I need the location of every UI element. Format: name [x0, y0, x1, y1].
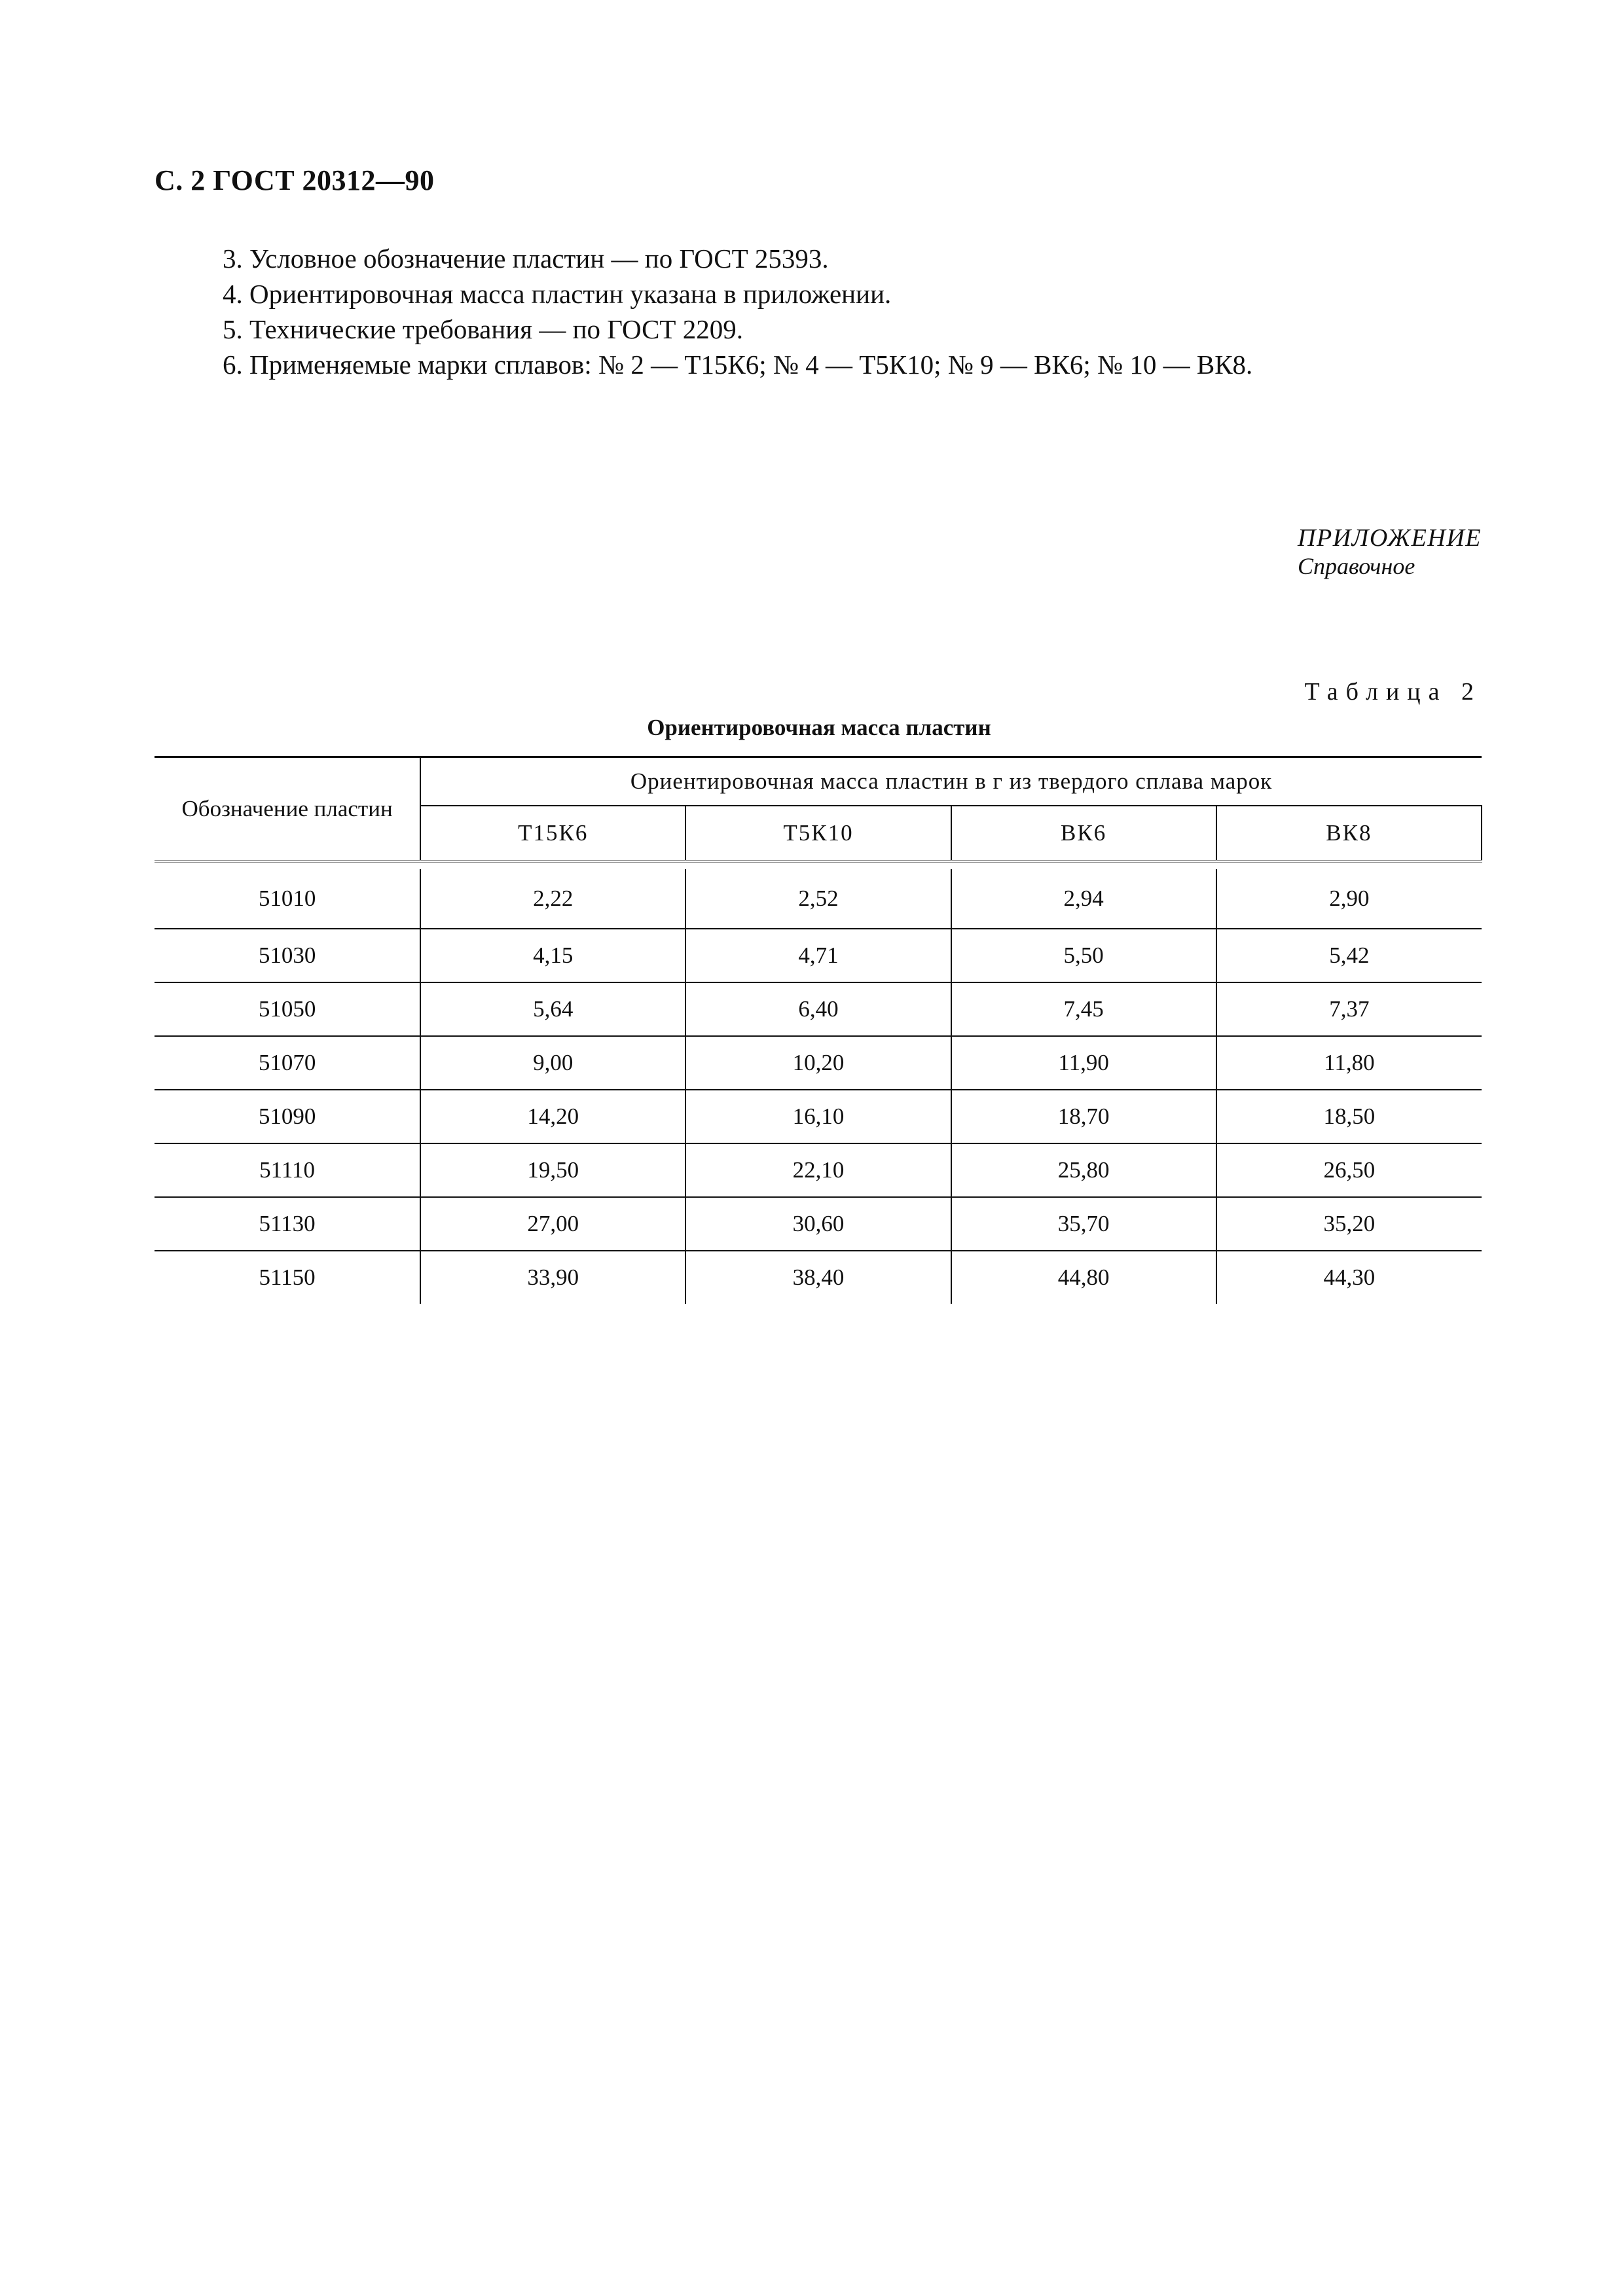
mass-table	[155, 756, 1482, 1304]
mass-value-cell: 22,10	[685, 1143, 951, 1197]
column-header-grade: Т15К6	[420, 806, 685, 861]
list-item: 3. Условное обозначение пластин — по ГОСТ 25393.	[223, 243, 829, 274]
mass-value-cell: 2,94	[951, 869, 1216, 929]
mass-value-cell: 44,30	[1216, 1251, 1482, 1304]
mass-value-cell: 18,70	[951, 1090, 1216, 1143]
designation-cell: 51010	[155, 869, 420, 929]
table-title: Ориентировочная масса пластин	[647, 715, 991, 740]
mass-value-cell: 14,20	[420, 1090, 685, 1143]
mass-value-cell: 26,50	[1216, 1143, 1482, 1197]
table-body	[155, 869, 1482, 1304]
mass-value-cell: 7,45	[951, 982, 1216, 1036]
mass-value-cell: 11,90	[951, 1036, 1216, 1090]
mass-value-cell: 18,50	[1216, 1090, 1482, 1143]
column-header-grade: Т5К10	[685, 806, 951, 861]
table-row	[155, 1197, 1482, 1251]
table-row	[155, 1143, 1482, 1197]
mass-value-cell: 2,52	[685, 869, 951, 929]
mass-value-cell: 25,80	[951, 1143, 1216, 1197]
mass-value-cell: 7,37	[1216, 982, 1482, 1036]
mass-value-cell: 5,64	[420, 982, 685, 1036]
mass-value-cell: 5,50	[951, 929, 1216, 982]
table-row	[155, 929, 1482, 982]
table-label: Таблица 2	[1304, 678, 1482, 706]
column-header-grade: ВК6	[951, 806, 1216, 861]
appendix-title: ПРИЛОЖЕНИЕ	[1298, 524, 1482, 552]
table-row	[155, 982, 1482, 1036]
list-item: 4. Ориентировочная масса пластин указана в приложении.	[223, 279, 892, 309]
mass-value-cell: 30,60	[685, 1197, 951, 1251]
mass-value-cell: 9,00	[420, 1036, 685, 1090]
mass-value-cell: 33,90	[420, 1251, 685, 1304]
column-header-grade: ВК8	[1216, 806, 1482, 861]
mass-value-cell: 2,90	[1329, 886, 1370, 911]
mass-value-cell: 44,80	[951, 1251, 1216, 1304]
designation-cell: 51090	[155, 1090, 420, 1143]
list-item: 5. Технические требования — по ГОСТ 2209.	[223, 314, 743, 344]
table-row	[155, 1090, 1482, 1143]
mass-value-cell: 5,42	[1216, 929, 1482, 982]
column-group-header: Ориентировочная масса пластин в г из твердого сплава марок	[420, 757, 1482, 806]
mass-value-cell: 27,00	[420, 1197, 685, 1251]
appendix-heading	[1298, 524, 1482, 580]
designation-cell: 51110	[155, 1143, 420, 1197]
mass-value-cell: 2,22	[420, 869, 685, 929]
mass-value-cell: 16,10	[685, 1090, 951, 1143]
table-row	[155, 869, 1482, 929]
mass-value-cell: 4,15	[420, 929, 685, 982]
header-separator	[155, 861, 1482, 869]
designation-cell: 51050	[155, 982, 420, 1036]
designation-cell: 51150	[155, 1251, 420, 1304]
mass-value-cell: 35,70	[951, 1197, 1216, 1251]
designation-cell: 51130	[155, 1197, 420, 1251]
designation-cell: 51030	[155, 929, 420, 982]
column-header-designation: Обозначение пластин	[155, 757, 420, 862]
mass-value-cell: 4,71	[685, 929, 951, 982]
page-header: С. 2 ГОСТ 20312—90	[155, 164, 435, 196]
requirements-list	[223, 241, 1252, 382]
mass-value-cell: 38,40	[685, 1251, 951, 1304]
designation-cell: 51070	[155, 1036, 420, 1090]
mass-value-cell: 11,80	[1216, 1036, 1482, 1090]
mass-value-cell: 19,50	[420, 1143, 685, 1197]
table-row	[155, 1251, 1482, 1304]
appendix-subtitle: Справочное	[1298, 553, 1415, 579]
table-row	[155, 1036, 1482, 1090]
mass-value-cell: 6,40	[685, 982, 951, 1036]
list-item: 6. Применяемые марки сплавов: № 2 — Т15К6; № 4 — Т5К10; № 9 — ВК6; № 10 — ВК8.	[223, 350, 1253, 380]
mass-value-cell: 10,20	[685, 1036, 951, 1090]
mass-value-cell: 35,20	[1216, 1197, 1482, 1251]
